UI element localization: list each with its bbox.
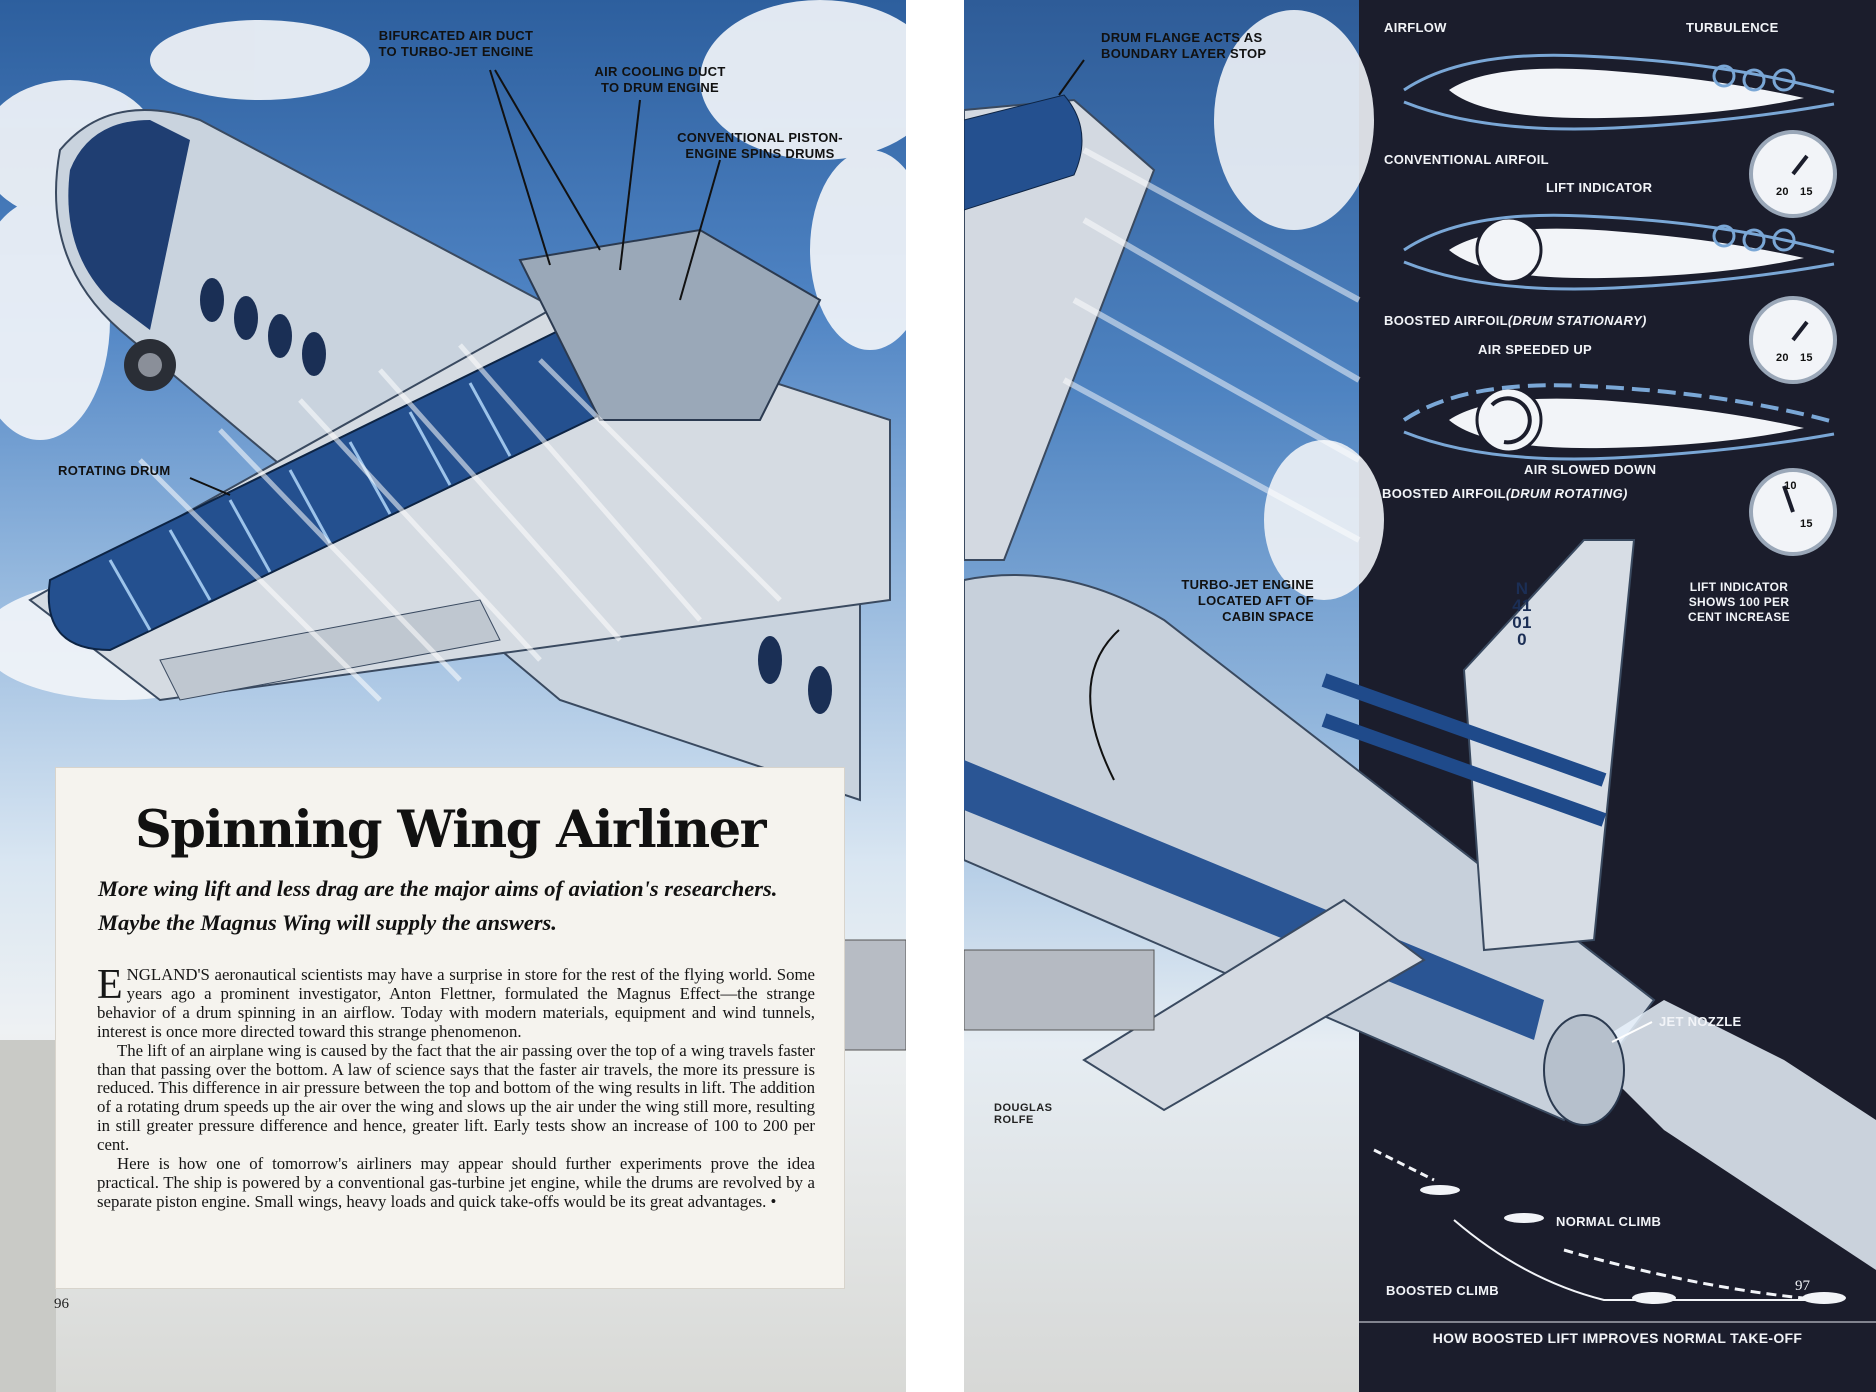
boosted-climb-path [1454, 1220, 1824, 1300]
article-title: Spinning Wing Airliner [134, 800, 766, 860]
callout-rotating-drum: ROTATING DRUM [58, 463, 171, 478]
conventional-airfoil-shape [1449, 69, 1804, 119]
label-turbulence: TURBULENCE [1686, 20, 1779, 35]
label-boosted-rotating: BOOSTED AIRFOIL(DRUM ROTATING) [1382, 486, 1628, 501]
cloud-shapes-right [1214, 10, 1384, 600]
label-airflow: AIRFLOW [1384, 20, 1447, 35]
article-subtitle: More wing lift and less drag are the major aims of aviation's researchers. Maybe the Magnus Wing will supply the answers. [98, 876, 778, 935]
plane-climb-boosted [1420, 1185, 1460, 1195]
diagram-caption: HOW BOOSTED LIFT IMPROVES NORMAL TAKE-OFF [1432, 1330, 1803, 1346]
callout-bifurcated-duct: BIFURCATED AIR DUCT TO TURBO-JET ENGINE [378, 28, 534, 59]
normal-climb-path [1564, 1250, 1824, 1300]
right-page [964, 0, 1876, 1392]
article-box [56, 768, 844, 1288]
callout-jet-nozzle: JET NOZZLE [1659, 1014, 1742, 1029]
gauge-3-mark-b: 15 [1800, 518, 1813, 530]
jet-nozzle [1544, 1015, 1624, 1125]
label-conventional-airfoil: CONVENTIONAL AIRFOIL [1384, 152, 1549, 167]
article-paragraph-3: Here is how one of tomorrow's airliners may appear should further experiments prove the idea practical. The ship is powered by a conventional gas-turbine jet engine, while the drums are revolved by a separate piston engine. Small wings, heavy loads and quick take-offs would be its great advantages. • [97, 1154, 815, 1211]
article-paragraph-1: ENGLAND'S aeronautical scientists may have a surprise in store for the rest of the flying world. Some years ago a prominent investigator, Anton Flettner, formulated the Magnus Effect—the strange behavior of a drum spinning in an airflow. Today with modern materials, equipment and wind tunnels, interest is once more directed toward this strange phenomenon. [97, 962, 815, 1041]
gauge-3-mark-a: 10 [1784, 480, 1797, 492]
label-boosted-climb: BOOSTED CLIMB [1386, 1283, 1499, 1298]
label-air-slowed-down: AIR SLOWED DOWN [1524, 462, 1657, 477]
callout-air-cooling-duct: AIR COOLING DUCT TO DRUM ENGINE [594, 64, 726, 95]
page-number-left: 96 [54, 1296, 69, 1312]
label-lift-indicator: LIFT INDICATOR [1546, 180, 1653, 195]
gauge-2-mark-b: 15 [1800, 352, 1813, 364]
gauge-1-mark-a: 20 [1776, 186, 1789, 198]
label-air-speeded-up: AIR SPEEDED UP [1478, 342, 1593, 357]
tail-registration: N41010 [1512, 579, 1532, 649]
terminal-building-right [964, 950, 1154, 1030]
label-normal-climb: NORMAL CLIMB [1556, 1214, 1662, 1229]
terminal-building [844, 940, 906, 1050]
label-lift-increase: LIFT INDICATOR SHOWS 100 PER CENT INCREASE [1688, 580, 1790, 624]
callout-drum-flange: DRUM FLANGE ACTS AS BOUNDARY LAYER STOP [1101, 30, 1267, 61]
page-number-right: 97 [1795, 1278, 1810, 1294]
stationary-drum [1477, 218, 1541, 282]
drop-cap: E [97, 962, 123, 1008]
plane-climb-normal [1504, 1213, 1544, 1223]
gauge-2-mark-a: 20 [1776, 352, 1789, 364]
artist-signature: DOUGLAS ROLFE [994, 1102, 1053, 1126]
callout-piston-engine: CONVENTIONAL PISTON- ENGINE SPINS DRUMS [677, 130, 843, 161]
runway-ground [0, 1040, 56, 1392]
article-body [97, 962, 815, 1212]
label-boosted-stationary: BOOSTED AIRFOIL(DRUM STATIONARY) [1384, 313, 1647, 328]
airfoil-diagrams [1404, 55, 1834, 459]
tail-illustration [964, 0, 1876, 1392]
plane-ground [1632, 1292, 1676, 1304]
left-page [0, 0, 906, 1392]
gauge-1-mark-b: 15 [1800, 186, 1813, 198]
callout-turbo-jet: TURBO-JET ENGINE LOCATED AFT OF CABIN SPACE [1181, 577, 1314, 624]
article-paragraph-2: The lift of an airplane wing is caused by the fact that the air passing over the top of a wing travels faster than that passing over the bottom. A law of science says that the faster air travels, the more its pressure is reduced. This difference in air pressure between the top and bottom of the wing results in lift. The addition of a rotating drum speeds up the air over the wing and slows up the air under the wing still more, resulting in still greater pressure difference and hence, greater lift. Early tests show an increase of 100 to 200 per cent. [97, 1040, 815, 1155]
